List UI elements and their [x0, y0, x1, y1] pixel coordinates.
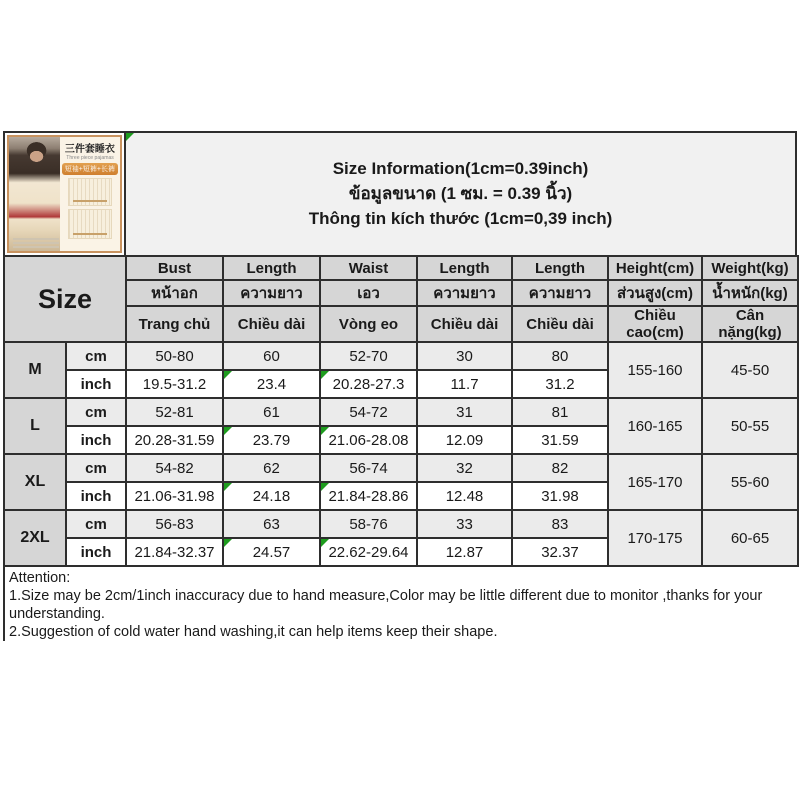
header-row-en	[4, 256, 798, 280]
2xl-length2-cm: 33	[417, 510, 512, 538]
col-length3-th: ความยาว	[512, 280, 608, 306]
xl-bust-inch: 21.06-31.98	[126, 482, 223, 510]
l-length2-cm: 31	[417, 398, 512, 426]
xl-length3-inch: 31.98	[512, 482, 608, 510]
title-vi: Thông tin kích thước (1cm=0,39 inch)	[308, 209, 613, 228]
unit-inch: inch	[66, 538, 126, 566]
m-waist-cm: 52-70	[320, 342, 417, 370]
pajama-set-thumbnail	[68, 178, 112, 206]
unit-inch: inch	[66, 482, 126, 510]
col-weight-th: น้ำหนัก(kg)	[702, 280, 798, 306]
spec-text-placeholder	[13, 236, 59, 248]
xl-height: 165-170	[608, 454, 702, 510]
xl-length2-inch: 12.48	[417, 482, 512, 510]
attention-notes	[3, 567, 797, 641]
m-length2-inch: 11.7	[417, 370, 512, 398]
xl-weight: 55-60	[702, 454, 798, 510]
unit-cm: cm	[66, 398, 126, 426]
2xl-length3-cm: 83	[512, 510, 608, 538]
model-photo	[9, 137, 60, 251]
col-length2-th: ความยาว	[417, 280, 512, 306]
col-waist-vi: Vòng eo	[320, 306, 417, 342]
col-length3-en: Length	[512, 256, 608, 280]
xl-bust-cm: 54-82	[126, 454, 223, 482]
m-length2-cm: 30	[417, 342, 512, 370]
2xl-weight: 60-65	[702, 510, 798, 566]
unit-cm: cm	[66, 454, 126, 482]
col-length1-en: Length	[223, 256, 320, 280]
l-bust-inch: 20.28-31.59	[126, 426, 223, 454]
col-waist-en: Waist	[320, 256, 417, 280]
m-bust-inch: 19.5-31.2	[126, 370, 223, 398]
size-table	[3, 255, 799, 567]
size-header: Size	[4, 256, 126, 342]
col-bust-th: หน้าอก	[126, 280, 223, 306]
2xl-length2-inch: 12.87	[417, 538, 512, 566]
col-weight-en: Weight(kg)	[702, 256, 798, 280]
xl-waist-inch: 21.84-28.86	[320, 482, 417, 510]
m-height: 155-160	[608, 342, 702, 398]
attention-note-1: 1.Size may be 2cm/1inch inaccuracy due to hand measure,Color may be little different due to monitor ,thanks for your understanding.	[9, 588, 763, 622]
xl-length3-cm: 82	[512, 454, 608, 482]
2xl-height: 170-175	[608, 510, 702, 566]
product-card-info	[60, 137, 120, 251]
xl-length2-cm: 32	[417, 454, 512, 482]
unit-inch: inch	[66, 426, 126, 454]
product-card	[7, 135, 122, 253]
col-length2-vi: Chiều dài	[417, 306, 512, 342]
2xl-bust-cm: 56-83	[126, 510, 223, 538]
m-length3-cm: 80	[512, 342, 608, 370]
size-label-m: M	[4, 342, 66, 398]
row-xl-cm	[4, 454, 798, 482]
xl-length1-cm: 62	[223, 454, 320, 482]
product-badge: 短袖+短裤+长裤	[62, 163, 118, 175]
col-length1-vi: Chiều dài	[223, 306, 320, 342]
product-title-cn: 三件套睡衣	[64, 144, 115, 155]
size-label-xl: XL	[4, 454, 66, 510]
col-waist-th: เอว	[320, 280, 417, 306]
col-length3-vi: Chiều dài	[512, 306, 608, 342]
size-label-l: L	[4, 398, 66, 454]
col-length2-en: Length	[417, 256, 512, 280]
xl-length1-inch: 24.18	[223, 482, 320, 510]
2xl-length1-cm: 63	[223, 510, 320, 538]
attention-note-2: 2.Suggestion of cold water hand washing,it can help items keep their shape.	[9, 624, 498, 640]
title-en: Size Information(1cm=0.39inch)	[332, 159, 589, 178]
xl-waist-cm: 56-74	[320, 454, 417, 482]
header-band	[3, 131, 797, 257]
col-bust-en: Bust	[126, 256, 223, 280]
row-l-cm	[4, 398, 798, 426]
2xl-waist-inch: 22.62-29.64	[320, 538, 417, 566]
2xl-length1-inch: 24.57	[223, 538, 320, 566]
col-height-th: ส่วนสูง(cm)	[608, 280, 702, 306]
col-bust-vi: Trang chủ	[126, 306, 223, 342]
product-subtitle-en: Three piece pajamas	[66, 155, 114, 161]
m-bust-cm: 50-80	[126, 342, 223, 370]
2xl-waist-cm: 58-76	[320, 510, 417, 538]
m-weight: 45-50	[702, 342, 798, 398]
m-length3-inch: 31.2	[512, 370, 608, 398]
l-length3-inch: 31.59	[512, 426, 608, 454]
l-waist-inch: 21.06-28.08	[320, 426, 417, 454]
col-length1-th: ความยาว	[223, 280, 320, 306]
2xl-bust-inch: 21.84-32.37	[126, 538, 223, 566]
size-label-2xl: 2XL	[4, 510, 66, 566]
unit-cm: cm	[66, 510, 126, 538]
product-image-cell	[5, 133, 126, 255]
m-length1-inch: 23.4	[223, 370, 320, 398]
l-weight: 50-55	[702, 398, 798, 454]
pants-thumbnail	[68, 209, 112, 239]
l-length1-cm: 61	[223, 398, 320, 426]
size-chart-sheet	[3, 131, 797, 641]
title-th: ข้อมูลขนาด (1 ซม. = 0.39 นิ้ว)	[348, 184, 573, 203]
row-2xl-cm	[4, 510, 798, 538]
2xl-length3-inch: 32.37	[512, 538, 608, 566]
l-length3-cm: 81	[512, 398, 608, 426]
m-waist-inch: 20.28-27.3	[320, 370, 417, 398]
col-height-vi: Chiều cao(cm)	[608, 306, 702, 342]
sheet-title-cell	[126, 133, 795, 255]
l-height: 160-165	[608, 398, 702, 454]
m-length1-cm: 60	[223, 342, 320, 370]
col-height-en: Height(cm)	[608, 256, 702, 280]
attention-heading: Attention:	[9, 570, 71, 586]
unit-cm: cm	[66, 342, 126, 370]
col-weight-vi: Cân nặng(kg)	[702, 306, 798, 342]
unit-inch: inch	[66, 370, 126, 398]
l-length1-inch: 23.79	[223, 426, 320, 454]
row-m-cm	[4, 342, 798, 370]
l-waist-cm: 54-72	[320, 398, 417, 426]
l-length2-inch: 12.09	[417, 426, 512, 454]
l-bust-cm: 52-81	[126, 398, 223, 426]
